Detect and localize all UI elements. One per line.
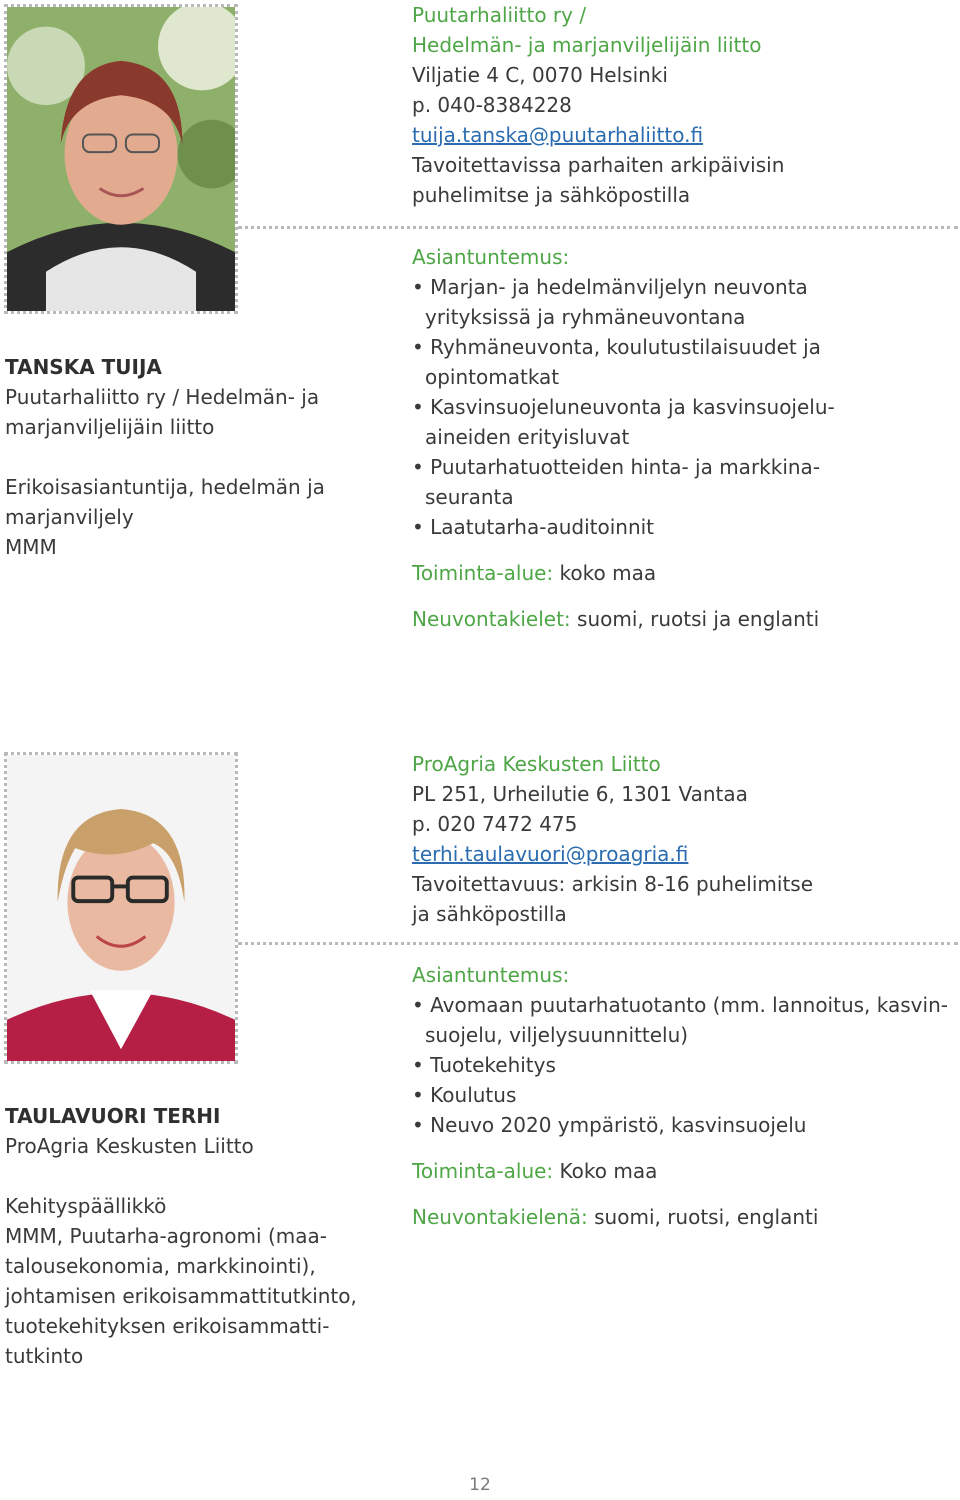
contact-organization: Puutarhaliitto ry /	[412, 3, 587, 27]
contact-address: PL 251, Urheilutie 6, 1301 Vantaa	[412, 782, 748, 806]
sidebar-person-2	[5, 1101, 395, 1371]
advisory-languages: Neuvontakielet: suomi, ruotsi ja englanti	[412, 607, 820, 631]
expertise-item: • Koulutus	[412, 1080, 957, 1110]
portrait-photo-taulavuori	[4, 752, 238, 1064]
contact-organization: Hedelmän- ja marjanviljelijäin liitto	[412, 33, 762, 57]
title-line: MMM	[5, 535, 57, 559]
expertise-item: • Neuvo 2020 ympäristö, kasvinsuojelu	[412, 1110, 957, 1140]
advisory-languages: Neuvontakielenä: suomi, ruotsi, englanti	[412, 1205, 819, 1229]
email-link[interactable]: tuija.tanska@puutarhaliitto.fi	[412, 123, 704, 147]
expertise-label: Asiantuntemus:	[412, 963, 570, 987]
title-line: Erikoisasiantuntija, hedelmän ja	[5, 475, 325, 499]
title-line: tuotekehityksen erikoisammatti-	[5, 1314, 330, 1338]
contact-organization: ProAgria Keskusten Liitto	[412, 752, 661, 776]
sidebar-person-1	[5, 352, 395, 562]
organization-line: ProAgria Keskusten Liitto	[5, 1134, 254, 1158]
expertise-item: • Marjan- ja hedelmänviljelyn neuvonta yrityksissä ja ryhmäneuvontana	[412, 272, 952, 332]
title-line: johtamisen erikoisammattitutkinto,	[5, 1284, 357, 1308]
contact-phone: p. 040-8384228	[412, 93, 572, 117]
organization-line: Puutarhaliitto ry / Hedelmän- ja	[5, 385, 320, 409]
contact-block-2	[412, 749, 952, 929]
expertise-item: • Kasvinsuojeluneuvonta ja kasvinsuojelu- aineiden erityisluvat	[412, 392, 952, 452]
title-line: tutkinto	[5, 1344, 84, 1368]
person-name: TAULAVUORI TERHI	[5, 1104, 221, 1128]
expertise-list	[412, 990, 957, 1140]
expertise-item: • Laatutarha-auditoinnit	[412, 512, 952, 542]
person-name: TANSKA TUIJA	[5, 355, 162, 379]
contact-address: Viljatie 4 C, 0070 Helsinki	[412, 63, 668, 87]
expertise-block-1	[412, 242, 952, 634]
portrait-photo-tanska	[4, 4, 238, 314]
expertise-item: • Puutarhatuotteiden hinta- ja markkina- seuranta	[412, 452, 952, 512]
organization-line: marjanviljelijäin liitto	[5, 415, 215, 439]
page-number: 12	[469, 1475, 491, 1495]
expertise-item: • Tuotekehitys	[412, 1050, 957, 1080]
availability-line: puhelimitse ja sähköpostilla	[412, 183, 691, 207]
availability-line: Tavoitettavissa parhaiten arkipäivisin	[412, 153, 785, 177]
expertise-item: • Ryhmäneuvonta, koulutustilaisuudet ja opintomatkat	[412, 332, 952, 392]
title-line: talousekonomia, markkinointi),	[5, 1254, 316, 1278]
availability-line: ja sähköpostilla	[412, 902, 567, 926]
service-area: Toiminta-alue: koko maa	[412, 561, 657, 585]
dotted-divider	[238, 226, 958, 229]
service-area: Toiminta-alue: Koko maa	[412, 1159, 658, 1183]
title-line: marjanviljely	[5, 505, 134, 529]
title-line: MMM, Puutarha-agronomi (maa-	[5, 1224, 327, 1248]
expertise-list	[412, 272, 952, 542]
dotted-divider	[238, 942, 958, 945]
title-line: Kehityspäällikkö	[5, 1194, 167, 1218]
expertise-block-2	[412, 960, 957, 1232]
expertise-label: Asiantuntemus:	[412, 245, 570, 269]
availability-line: Tavoitettavuus: arkisin 8-16 puhelimitse	[412, 872, 814, 896]
contact-block-1	[412, 0, 952, 210]
email-link[interactable]: terhi.taulavuori@proagria.fi	[412, 842, 689, 866]
contact-phone: p. 020 7472 475	[412, 812, 578, 836]
expertise-item: • Avomaan puutarhatuotanto (mm. lannoitus, kasvin- suojelu, viljelysuunnittelu)	[412, 990, 957, 1050]
